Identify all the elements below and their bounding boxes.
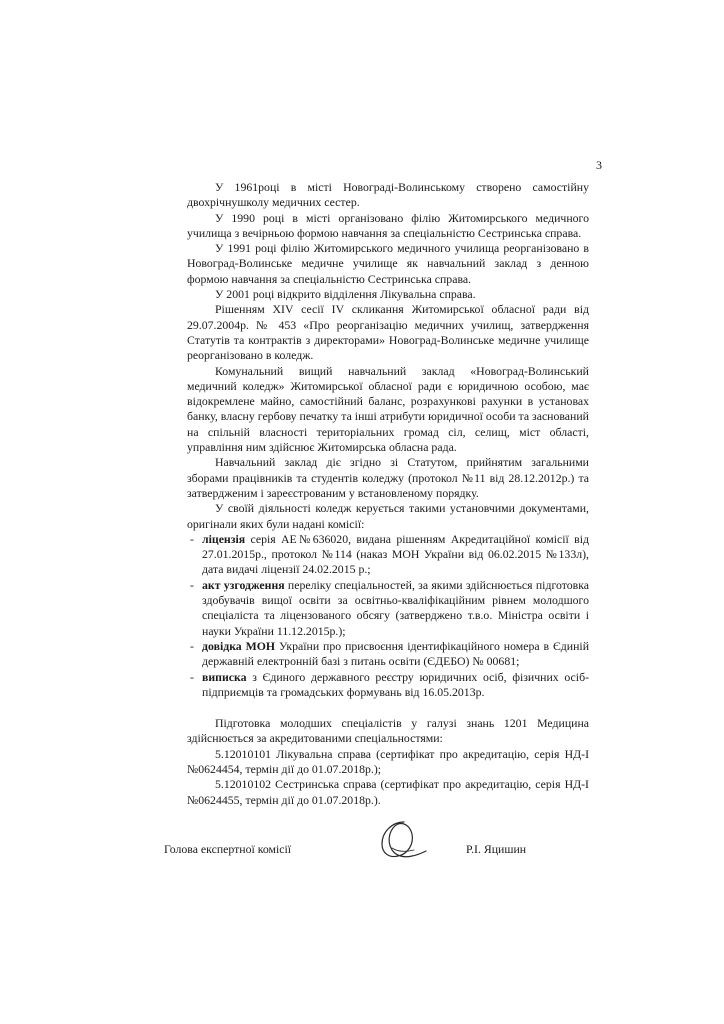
document-type: акт узгодження	[202, 577, 285, 592]
list-item	[187, 578, 589, 639]
document-details: переліку спеціальностей, за якими здійснюється підготовка здобувачів вищої освіти за освітньо-кваліфікаційним рівнем молодшого спеціаліста та ліцензованого обсягу (затверджено т.в.о. Міністра освіти і науки України 11.12.2015р.);	[202, 577, 589, 638]
paragraph: Комунальний вищий навчальний заклад «Новоград-Волинський медичний коледж» Житомирської обласної ради є юридичною особою, має відокремлене майно, самостійний баланс, розрахункові рахунки в установах банку, власну гербову печатку та інші атрибути юридичної особи та заснований на спільній власності територіальних громад сіл, селищ, міст області, управління ним здійснює Житомирська обласна рада.	[187, 363, 589, 455]
certificate-entry: 5.12010101 Лікувальна справа (сертифікат про акредитацію, серія НД-І №0624454, термін дії до 01.07.2018р.);	[187, 746, 589, 776]
paragraph: Рішенням XIV сесії IV скликання Житомирської обласної ради від 29.07.2004р. № 453 «Про реорганізацію медичних училищ, затвердження Статутів та контрактів з директорами» Новоград-Волинське медичне училище реорганізовано в коледж.	[187, 302, 589, 363]
page-number: 3	[596, 158, 602, 172]
certificate-entry: 5.12010102 Сестринська справа (сертифікат про акредитацію, серія НД-І №0624455, термін дії до 01.07.2018р.).	[187, 777, 589, 807]
founding-documents-list	[187, 532, 589, 700]
paragraph: У 1991 році філію Житомирського медичного училища реорганізовано в Новоград-Волинське медичне училище як навчальний заклад з денною формою навчання за спеціальністю Сестринська справа.	[187, 241, 589, 286]
signatory-name: Р.І. Яцишин	[466, 842, 527, 856]
document-details: серія АЕ№636020, видана рішенням Акредитаційної комісії від 27.01.2015р., протокол №114 (наказ МОН України від 06.02.2015 №133л), дата видачі ліцензії 24.02.2015 р.;	[202, 531, 589, 577]
document-details: з Єдиного державного реєстру юридичних осіб, фізичних осіб-підприємців та громадських формувань від 16.05.2013р.	[202, 669, 589, 699]
paragraph: У 1961році в місті Новограді-Волинському створено самостійну двохрічнушколу медичних сестер.	[187, 180, 589, 210]
paragraph: У 1990 році в місті організовано філію Житомирського медичного училища з вечірньою формою навчання за спеціальністю Сестринська справа.	[187, 210, 589, 240]
paragraph: У 2001 році відкрито відділення Лікувальна справа.	[215, 287, 476, 302]
signatory-title: Голова експертної комісії	[164, 842, 292, 856]
list-item	[187, 532, 589, 578]
document-type: ліцензія	[202, 531, 246, 546]
paragraph: Навчальний заклад діє згідно зі Статутом, прийнятим загальними зборами працівників та студентів коледжу (протокол №11 від 28.12.2012р.) та затвердженим і зареєстрованим у встановленому порядку.	[187, 455, 589, 500]
document-type: виписка	[202, 669, 247, 684]
document-type: довідка МОН	[202, 638, 276, 653]
list-item	[187, 670, 589, 701]
paragraph: У своїй діяльності коледж керується такими установчими документами, оригінали яких були надані комісії:	[187, 501, 589, 531]
document-details: України про присвоєння ідентифікаційного номера в Єдиній державній електронній базі з питань освіти (ЄДЕБО) № 00681;	[202, 638, 590, 669]
handwritten-signature	[370, 818, 430, 864]
document-body	[187, 180, 589, 808]
list-item	[187, 639, 589, 670]
training-intro: Підготовка молодших спеціалістів у галузі знань 1201 Медицина здійснюється за акредитованими спеціальностями:	[187, 716, 589, 746]
